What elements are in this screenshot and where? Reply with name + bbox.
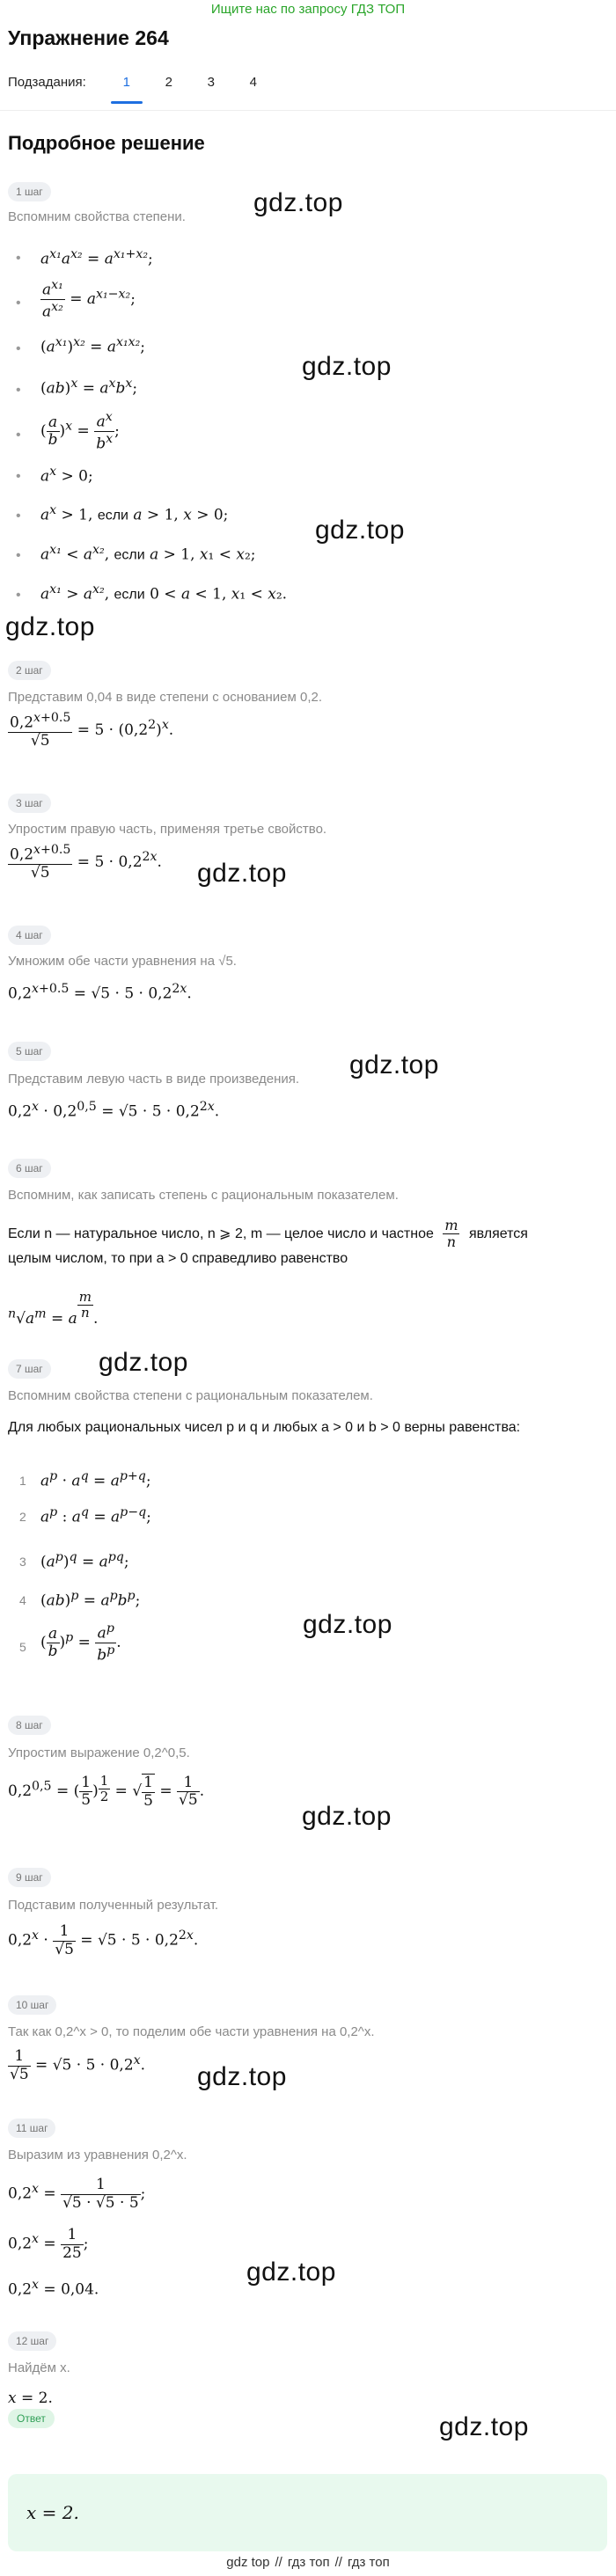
formula-step-11-b: $0,2^x$ = $\frac{1}{25}$ ; [8,2226,89,2262]
formula-rational-2: $a^p$ : $a^q = a^{p-q}$; [40,1505,151,1526]
step-hint-4: Умножим обе части уравнения на √5. [8,954,237,969]
formula-property-8: $a^{x_1} < a^{x_2}$, если a > 1, x₁ < x₂; [40,543,256,564]
footer [0,2551,616,2576]
bullet: • [16,469,21,484]
formula-step-6: $^n√a^m = a$ $\frac{m}{n}$ . [8,1289,99,1328]
subtask-tab-4[interactable]: 4 [249,75,257,90]
top-banner[interactable]: Ищите нас по запросу ГДЗ ТОП [210,2,406,17]
bullet: • [16,341,21,356]
bullet: • [16,428,21,443]
answer-badge: Ответ [8,2409,55,2428]
footer-link-2[interactable]: гдз топ [287,2555,330,2570]
footer-separator: // [334,2555,342,2570]
bullet: • [16,383,21,398]
watermark: gdz.top [303,1610,392,1639]
step-hint-12: Найдём x. [8,2360,70,2375]
watermark: gdz.top [99,1348,188,1377]
formula-step-12: x = 2. [8,2389,53,2407]
watermark: gdz.top [253,188,343,217]
step-badge-11: 11 шаг [8,2119,55,2138]
subtask-tab-1[interactable]: 1 [106,74,148,104]
rational-text-1: Если n — натуральное число, n ⩾ 2, m — целое число и частное [8,1226,434,1242]
list-number-3: 3 [19,1555,26,1569]
formula-rational-4: $(ab)^p = a^pb^p$; [40,1589,141,1610]
formula-property-6: $a^x > 0$; [40,465,93,486]
rational-text-2: является [468,1226,528,1242]
step-badge-1: 1 шаг [8,182,51,201]
watermark: gdz.top [315,516,405,545]
step-badge-9: 9 шаг [8,1868,51,1887]
page-title: Упражнение 264 [8,26,169,49]
watermark: gdz.top [302,1802,392,1831]
formula-property-2: $\frac{a^{x_1}}{a^{x_2}}$ = $a^{x_1-x_2}$; [42,278,136,321]
step-badge-2: 2 шаг [8,661,51,680]
formula-step-10: $\frac{1}{√5}$ = $√5 \cdot 5 \cdot 0,2^x$. [10,2047,146,2083]
answer-box [8,2474,607,2551]
formula-property-9: $a^{x_1} > a^{x_2}$, если 0 < a < 1, x₁ < x₂. [40,582,288,604]
formula-rational-1: $a^p \cdot a^q = a^{p+q}$; [40,1469,151,1490]
formula-property-4: $(ab)^x = a^xb^x$; [40,377,138,398]
step-badge-4: 4 шаг [8,926,51,945]
step-badge-7: 7 шаг [8,1359,51,1379]
watermark: gdz.top [5,612,95,641]
formula-property-3: $(a^{x_1})^{x_2} = a^{x_1x_2}$; [40,335,146,356]
section-title: Подробное решение [8,132,205,154]
watermark: gdz.top [349,1050,439,1079]
step-hint-11: Выразим из уравнения 0,2^x. [8,2148,187,2163]
bullet: • [16,548,21,563]
for-any-text: Для любых рациональных чисел p и q и любых a > 0 и b > 0 верны равенства: [8,1420,521,1435]
formula-step-8: $0,2^{0,5}$ = ( $\frac{1}{5}$ ) $\frac{1}{2}$ = √ $\frac{1}{5}$ = $\frac{1}{√5}$ . [8,1773,205,1810]
formula-step-11-a: $0,2^x$ = $\frac{1}{√5 \cdot √5 \cdot 5}$ ; [8,2176,146,2212]
bullet: • [16,588,21,603]
step-badge-6: 6 шаг [8,1159,51,1178]
step-hint-8: Упростим выражение 0,2^0,5. [8,1745,190,1760]
list-number-5: 5 [19,1640,26,1654]
bullet: • [16,509,21,523]
formula-step-11-c: $0,2^x = 0,04$. [8,2278,99,2299]
watermark: gdz.top [246,2258,336,2287]
step-hint-7: Вспомним свойства степени с рациональным показателем. [8,1388,373,1403]
step-hint-10: Так как 0,2^x > 0, то поделим обе части уравнения на 0,2^x. [8,2024,375,2039]
formula-step-3: $\frac{0,2^{x+0.5}}{√5}$ = $5 \cdot 0,2^{2x}$. [10,843,162,882]
watermark: gdz.top [302,352,392,381]
footer-link-1[interactable]: gdz top [226,2555,270,2570]
formula-step-2: $\frac{0,2^{x+0.5}}{√5}$ = $5 \cdot (0,2^2)^x$. [10,711,174,750]
list-number-4: 4 [19,1593,26,1607]
subtasks-label: Подзадания: [8,75,86,90]
if-word: если [114,587,145,603]
if-word: если [97,508,128,523]
bullet: • [16,251,21,266]
footer-separator: // [275,2555,282,2570]
step-hint-9: Подставим полученный результат. [8,1898,219,1913]
rational-text-3: целым числом, то при a > 0 справедливо равенство [8,1251,348,1266]
formula-property-1: $a^{x_1}a^{x_2} = a^{x_1+x_2}$; [40,247,153,268]
step-badge-5: 5 шаг [8,1042,51,1061]
subtasks-bar [8,74,275,104]
list-number-2: 2 [19,1510,26,1524]
formula-property-5: ( $\frac{a}{b}$ )$^x$ = $\frac{a^x}{b^x}$ ; [40,410,120,453]
formula-rational-3: $(a^p)^q = a^{pq}$; [40,1550,129,1571]
step-hint-2: Представим 0,04 в виде степени с основанием 0,2. [8,690,322,705]
subtask-tab-3[interactable]: 3 [207,75,215,90]
watermark: gdz.top [197,2062,287,2091]
step-hint-5: Представим левую часть в виде произведения. [8,1072,300,1087]
formula-step-9: $0,2^x$ · $\frac{1}{√5}$ = $√5 \cdot 5 \cdot 0,2^{2x}$. [8,1922,199,1958]
formula-rational-5: ( $\frac{a}{b}$ )$^p$ = $\frac{a^p}{b^p}$ . [40,1621,121,1665]
watermark: gdz.top [197,859,287,888]
if-word: если [114,547,145,563]
step-badge-12: 12 шаг [8,2331,56,2351]
step-badge-10: 10 шаг [8,1995,56,2015]
rational-text-line-1: Если n — натуральное число, n ⩾ 2, m — целое число и частное $\frac{m}{n}$ является [8,1217,528,1251]
subtask-tab-2[interactable]: 2 [165,75,172,90]
formula-step-5: $0,2^x \cdot 0,2^{0,5} = √5 \cdot 5 \cdot 0,2^{2x}$. [8,1100,220,1121]
step-badge-3: 3 шаг [8,794,51,813]
footer-link-3[interactable]: гдз топ [347,2555,390,2570]
formula-property-7: $a^x > 1$, если a > 1, x > 0; [40,503,229,524]
list-number-1: 1 [19,1474,26,1488]
step-hint-3: Упростим правую часть, применяя третье свойство. [8,822,327,837]
step-hint-1: Вспомним свойства степени. [8,209,186,224]
step-hint-6: Вспомним, как записать степень с рациональным показателем. [8,1188,399,1203]
divider [0,110,616,111]
answer-value: x = 2. [26,2502,79,2523]
bullet: • [16,296,21,311]
formula-step-4: $0,2^{x+0.5} = √5 \cdot 5 \cdot 0,2^{2x}$. [8,982,192,1003]
step-badge-8: 8 шаг [8,1716,51,1735]
watermark: gdz.top [439,2412,529,2441]
